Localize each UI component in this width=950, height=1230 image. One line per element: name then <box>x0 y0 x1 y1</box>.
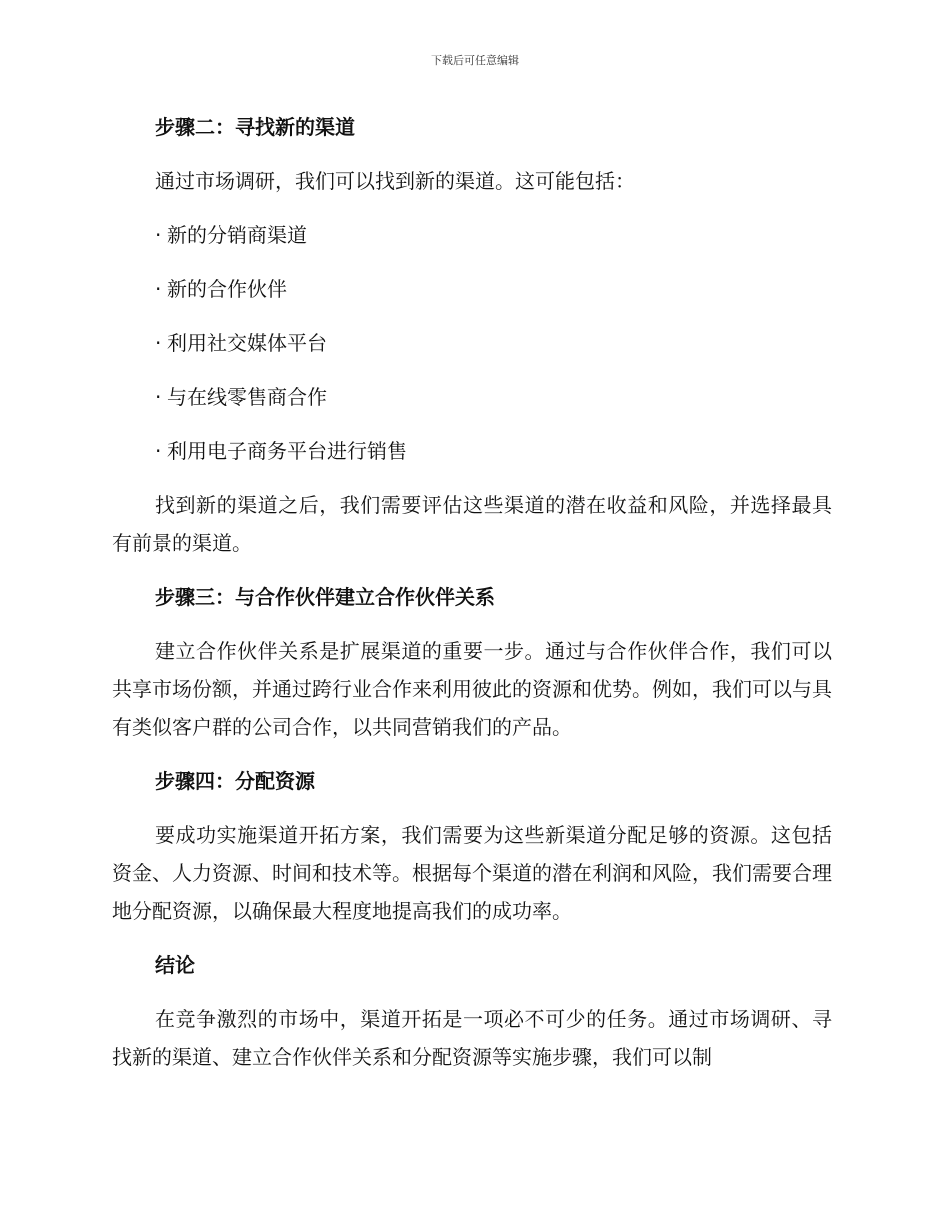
step2-intro-paragraph: 通过市场调研，我们可以找到新的渠道。这可能包括： <box>155 169 635 193</box>
step2-conclusion-paragraph: 找到新的渠道之后，我们需要评估这些渠道的潜在收益和风险，并选择最具有前景的渠道。 <box>112 493 832 555</box>
document-body <box>112 108 832 1092</box>
bullet-dot-icon: · <box>155 385 162 409</box>
bullet-item <box>112 270 832 308</box>
page-header: 下载后可任意编辑 <box>431 54 519 67</box>
step2-heading: 步骤二：寻找新的渠道 <box>155 115 355 139</box>
bullet-text: 新的合作伙伴 <box>167 277 287 301</box>
bullet-text: 新的分销商渠道 <box>167 223 307 247</box>
bullet-dot-icon: · <box>155 439 162 463</box>
step4-paragraph: 要成功实施渠道开拓方案，我们需要为这些新渠道分配足够的资源。这包括资金、人力资源、时间和技术等。根据每个渠道的潜在利润和风险，我们需要合理地分配资源，以确保最大程度地提高我们的成功率。 <box>112 823 832 923</box>
bullet-text: 利用电子商务平台进行销售 <box>167 439 407 463</box>
conclusion-paragraph: 在竞争激烈的市场中，渠道开拓是一项必不可少的任务。通过市场调研、寻找新的渠道、建立合作伙伴关系和分配资源等实施步骤，我们可以制 <box>112 1007 832 1069</box>
bullet-item <box>112 216 832 254</box>
bullet-text: 利用社交媒体平台 <box>167 331 327 355</box>
bullet-item <box>112 432 832 470</box>
conclusion-heading: 结论 <box>155 953 195 977</box>
bullet-dot-icon: · <box>155 331 162 355</box>
bullet-dot-icon: · <box>155 223 162 247</box>
bullet-item <box>112 378 832 416</box>
step3-heading: 步骤三：与合作伙伴建立合作伙伴关系 <box>155 585 495 609</box>
step4-heading: 步骤四：分配资源 <box>155 769 315 793</box>
bullet-item <box>112 324 832 362</box>
bullet-dot-icon: · <box>155 277 162 301</box>
bullet-text: 与在线零售商合作 <box>167 385 327 409</box>
step3-paragraph: 建立合作伙伴关系是扩展渠道的重要一步。通过与合作伙伴合作，我们可以共享市场份额，并通过跨行业合作来利用彼此的资源和优势。例如，我们可以与具有类似客户群的公司合作，以共同营销我们的产品。 <box>112 639 832 739</box>
